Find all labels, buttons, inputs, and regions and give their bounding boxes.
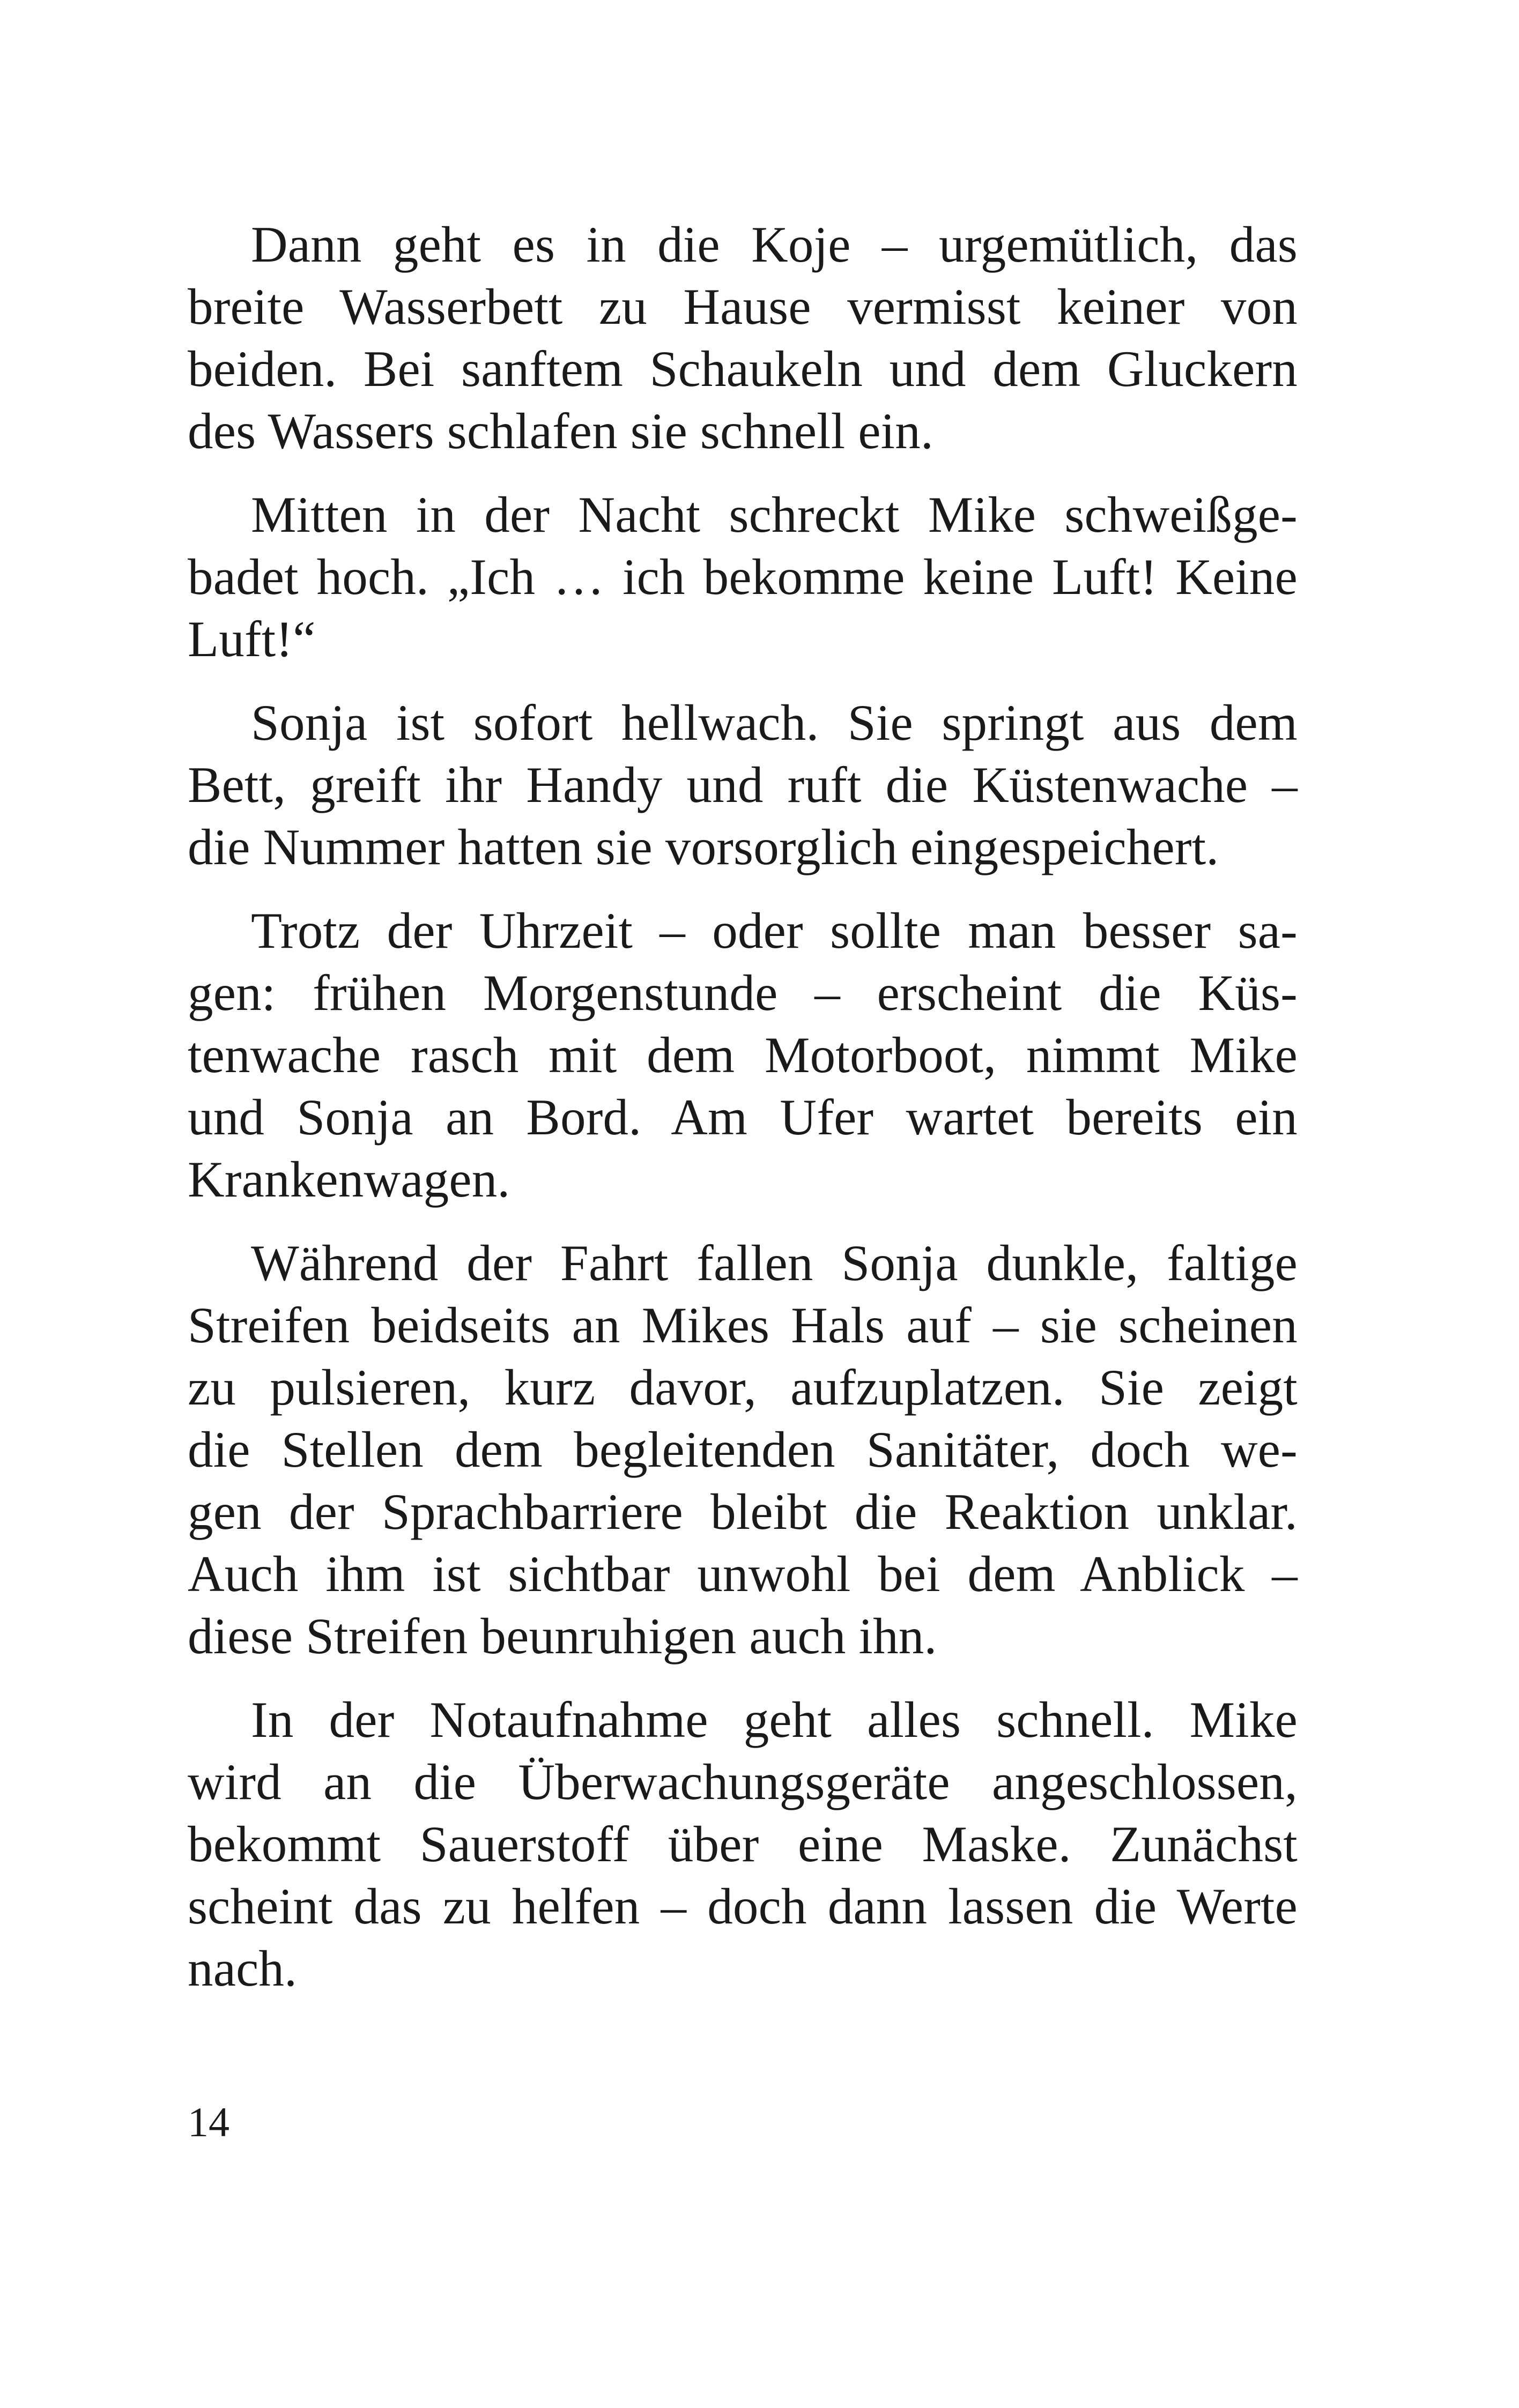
text-line: In der Notaufnahme geht alles schnell. Mike (251, 1691, 1298, 1748)
text-line: scheint das zu helfen – doch dann lassen die Werte (188, 1878, 1298, 1935)
body-text (188, 213, 1298, 2021)
text-line: zu pulsieren, kurz davor, aufzuplatzen. Sie zeigt (188, 1359, 1298, 1416)
paragraph (188, 900, 1298, 1210)
text-line: Streifen beidseits an Mikes Hals auf – sie scheinen (188, 1297, 1298, 1354)
text-line: und Sonja an Bord. Am Ufer wartet bereits ein (188, 1089, 1298, 1146)
text-line: Während der Fahrt fallen Sonja dunkle, faltige (251, 1235, 1298, 1291)
text-line: diese Streifen beunruhigen auch ihn. (188, 1608, 937, 1664)
text-line: die Stellen dem begleitenden Sanitäter, doch we- (188, 1421, 1298, 1478)
paragraph (188, 213, 1298, 462)
text-line: Luft!“ (188, 611, 316, 667)
text-line: Dann geht es in die Koje – urgemütlich, das (251, 216, 1298, 273)
text-line: gen: frühen Morgenstunde – erscheint die Küs- (188, 964, 1298, 1021)
page-number: 14 (188, 2099, 229, 2145)
text-line: Mitten in der Nacht schreckt Mike schweißge- (251, 486, 1298, 543)
paragraph (188, 484, 1298, 670)
text-line: gen der Sprachbarriere bleibt die Reaktion unklar. (188, 1483, 1298, 1540)
text-line: Auch ihm ist sichtbar unwohl bei dem Anblick – (188, 1545, 1298, 1602)
text-line: wird an die Überwachungsgeräte angeschlossen, (188, 1753, 1298, 1810)
text-line: bekommt Sauerstoff über eine Maske. Zunächst (188, 1816, 1298, 1872)
paragraph (188, 692, 1298, 878)
text-line: breite Wasserbett zu Hause vermisst keiner von (188, 278, 1298, 335)
text-line: beiden. Bei sanftem Schaukeln und dem Gluckern (188, 340, 1298, 397)
paragraph (188, 1232, 1298, 1667)
text-line: tenwache rasch mit dem Motorboot, nimmt Mike (188, 1027, 1298, 1083)
text-line: des Wassers schlafen sie schnell ein. (188, 403, 933, 459)
text-line: nach. (188, 1940, 298, 1997)
text-line: Bett, greift ihr Handy und ruft die Küstenwache – (188, 756, 1298, 813)
text-line: die Nummer hatten sie vorsorglich eingespeichert. (188, 819, 1219, 875)
paragraph (188, 1689, 1298, 2000)
text-line: Sonja ist sofort hellwach. Sie springt aus dem (251, 694, 1298, 751)
text-line: Krankenwagen. (188, 1151, 510, 1208)
text-line: badet hoch. „Ich … ich bekomme keine Luft! Keine (188, 548, 1298, 605)
text-line: Trotz der Uhrzeit – oder sollte man besser sa- (251, 902, 1298, 959)
